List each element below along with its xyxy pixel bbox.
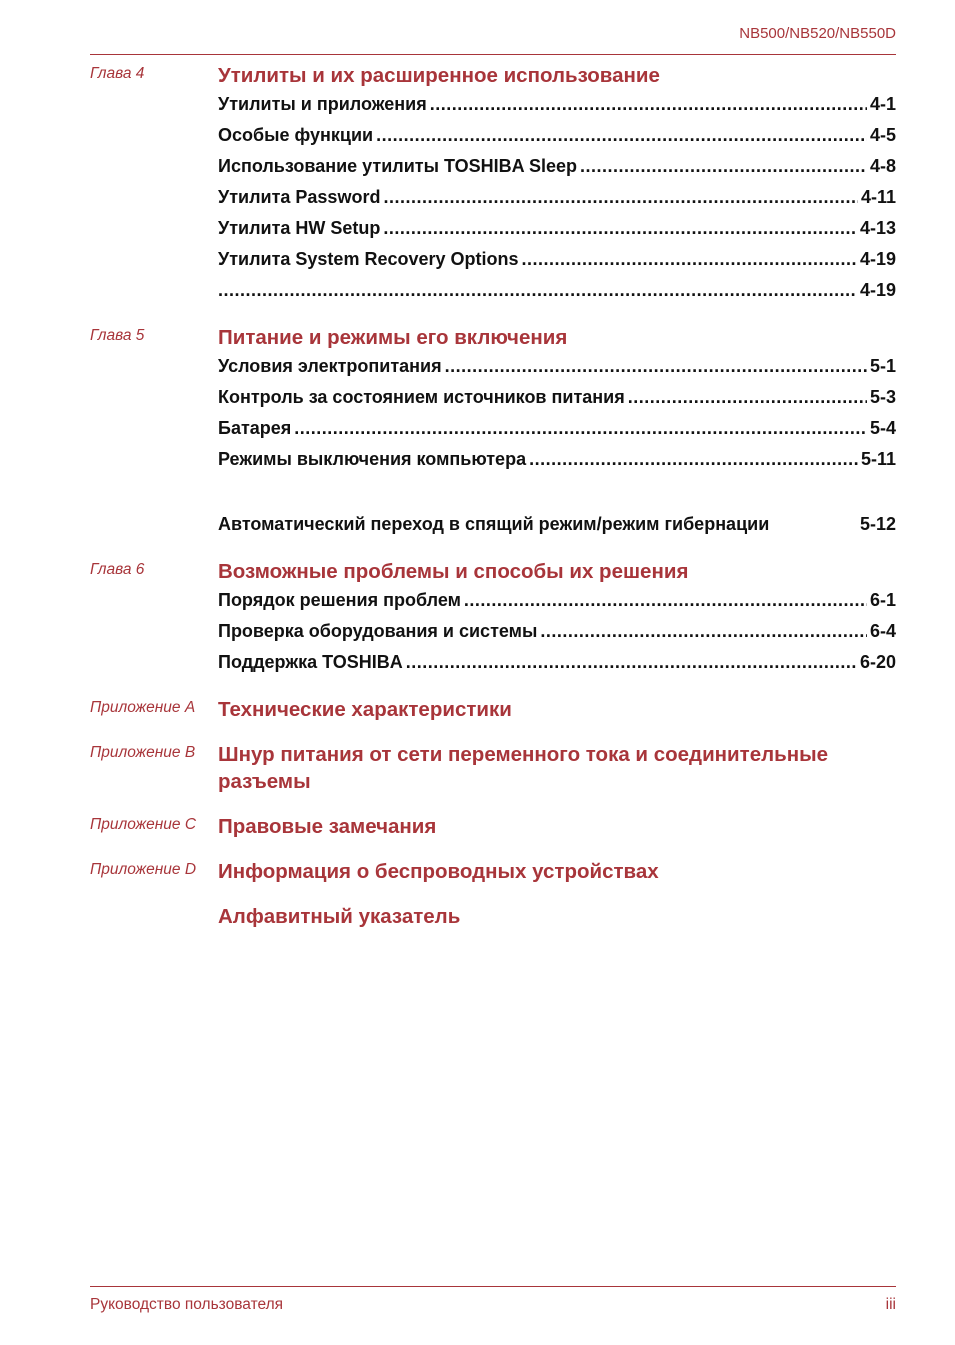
toc-entry[interactable] bbox=[218, 124, 896, 155]
entry-page: 4-5 bbox=[869, 125, 896, 145]
appendix-title[interactable]: Информация о беспроводных устройствах bbox=[218, 860, 659, 883]
appendix-label: Приложение B bbox=[90, 744, 196, 761]
chapter-title[interactable]: Утилиты и их расширенное использование bbox=[218, 64, 660, 87]
chapter-label: Глава 4 bbox=[90, 65, 145, 82]
entry-title: Утилита Password bbox=[218, 187, 381, 207]
toc-entry[interactable] bbox=[218, 417, 896, 448]
toc-entry[interactable] bbox=[218, 589, 896, 620]
entry-title: Порядок решения проблем bbox=[218, 590, 461, 610]
toc-entry[interactable] bbox=[218, 93, 896, 124]
chapter-title[interactable]: Возможные проблемы и способы их решения bbox=[218, 560, 689, 583]
index-section bbox=[90, 903, 896, 930]
chapter-4 bbox=[90, 62, 896, 310]
appendix-label: Приложение D bbox=[90, 861, 197, 878]
entry-title: Использование утилиты TOSHIBA Sleep bbox=[218, 156, 577, 176]
toc-entry[interactable] bbox=[218, 186, 896, 217]
appendix-label: Приложение A bbox=[90, 699, 196, 716]
entry-page: 4-8 bbox=[869, 156, 896, 176]
entry-page: 6-4 bbox=[869, 621, 896, 641]
toc-entry[interactable] bbox=[218, 155, 896, 186]
entry-title: Батарея bbox=[218, 418, 292, 438]
entry-page: 4-11 bbox=[860, 187, 896, 207]
chapter-title[interactable]: Питание и режимы его включения bbox=[218, 326, 568, 349]
toc-entry[interactable] bbox=[218, 448, 896, 479]
chapter-label: Глава 6 bbox=[90, 561, 145, 578]
entry-page: 4-19 bbox=[859, 249, 896, 269]
entry-title: Режимы выключения компьютера bbox=[218, 449, 527, 469]
appendix-d bbox=[90, 858, 896, 885]
entry-title: Условия электропитания bbox=[218, 356, 442, 376]
entry-page: 6-20 bbox=[859, 652, 896, 672]
entry-title: Контроль за состоянием источников питания bbox=[218, 387, 625, 407]
toc-entry[interactable] bbox=[218, 279, 896, 310]
chapter-label: Глава 5 bbox=[90, 327, 145, 344]
chapter-6 bbox=[90, 558, 896, 682]
entry-page: 5-11 bbox=[860, 449, 896, 469]
toc-entry[interactable] bbox=[218, 355, 896, 386]
entry-page: 5-1 bbox=[869, 356, 896, 376]
header-model: NB500/NB520/NB550D bbox=[739, 25, 896, 42]
index-title[interactable]: Алфавитный указатель bbox=[218, 905, 461, 928]
footer-page-number: iii bbox=[885, 1296, 896, 1313]
toc-entry[interactable] bbox=[218, 651, 896, 682]
entry-page: 6-1 bbox=[869, 590, 896, 610]
entry-title: Проверка оборудования и системы bbox=[218, 621, 538, 641]
appendix-title[interactable]: Технические характеристики bbox=[218, 698, 512, 721]
entry-page: 5-4 bbox=[869, 418, 896, 438]
entry-title: Особые функции bbox=[218, 125, 374, 145]
entry-title: Утилиты и приложения bbox=[218, 94, 427, 114]
entry-page: 5-12 bbox=[859, 514, 896, 534]
chapter-5 bbox=[90, 324, 896, 544]
toc-entry[interactable] bbox=[218, 217, 896, 248]
toc-entry[interactable] bbox=[218, 386, 896, 417]
table-of-contents bbox=[90, 62, 896, 930]
appendix-title[interactable]: Шнур питания от сети переменного тока и соединительные разъемы bbox=[218, 743, 829, 793]
appendix-a bbox=[90, 696, 896, 723]
appendix-label: Приложение C bbox=[90, 816, 197, 833]
appendix-title[interactable]: Правовые замечания bbox=[218, 815, 437, 838]
entry-title: Автоматический переход в спящий режим/режим гибернации bbox=[218, 514, 770, 534]
footer-title: Руководство пользователя bbox=[90, 1296, 284, 1313]
toc-entry[interactable] bbox=[218, 620, 896, 651]
footer-rule bbox=[90, 1286, 896, 1287]
toc-entry[interactable] bbox=[218, 513, 896, 544]
entry-page: 4-1 bbox=[869, 94, 896, 114]
entry-title: Поддержка TOSHIBA bbox=[218, 652, 403, 672]
entry-page: 5-3 bbox=[869, 387, 896, 407]
entry-title: Утилита HW Setup bbox=[218, 218, 381, 238]
appendix-c bbox=[90, 813, 896, 840]
entry-title: Утилита System Recovery Options bbox=[218, 249, 519, 269]
toc-entry[interactable] bbox=[218, 248, 896, 279]
appendix-b bbox=[90, 741, 896, 795]
header-rule bbox=[90, 54, 896, 55]
entry-page: 4-13 bbox=[859, 218, 896, 238]
entry-page: 4-19 bbox=[859, 280, 896, 300]
